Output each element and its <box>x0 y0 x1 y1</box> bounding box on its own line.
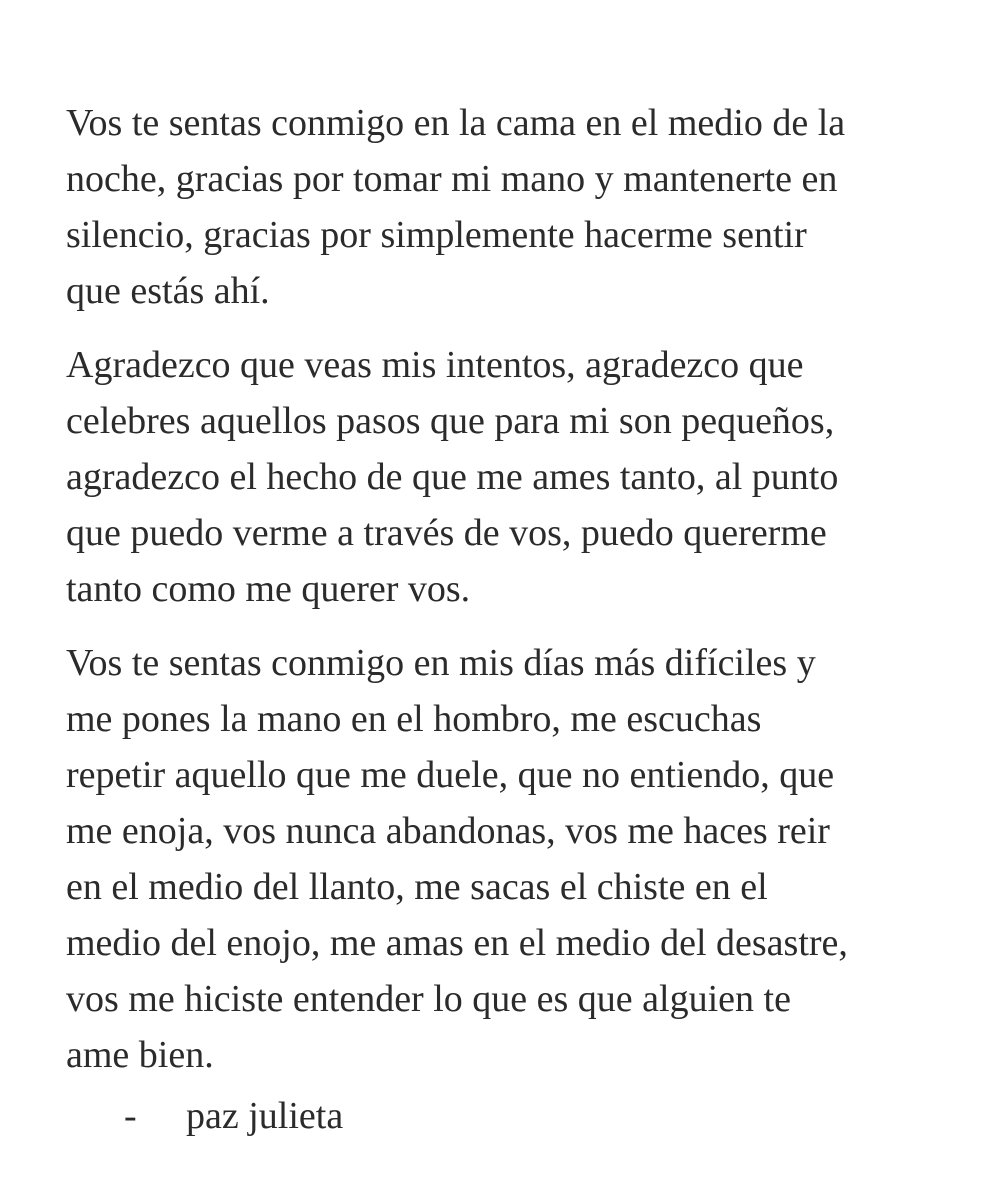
text-line: medio del enojo, me amas en el medio del desastre, <box>66 922 848 964</box>
text-line: noche, gracias por tomar mi mano y mantenerte en <box>66 158 838 200</box>
text-line: agradezco el hecho de que me ames tanto, al punto <box>66 456 839 498</box>
text-line: en el medio del llanto, me sacas el chiste en el <box>66 866 768 908</box>
text-line: Vos te sentas conmigo en la cama en el medio de la <box>66 102 846 144</box>
poem-body <box>66 95 946 1101</box>
signature-dash: - <box>124 1095 137 1137</box>
text-line: me enoja, vos nunca abandonas, vos me haces reir <box>66 810 830 852</box>
text-line: celebres aquellos pasos que para mi son pequeños, <box>66 400 835 442</box>
text-line: vos me hiciste entender lo que es que alguien te <box>66 978 791 1020</box>
text-line: ame bien. <box>66 1034 214 1076</box>
text-line: Agradezco que veas mis intentos, agradezco que <box>66 344 804 386</box>
signature-author: paz julieta <box>186 1095 344 1137</box>
text-line: me pones la mano en el hombro, me escuchas <box>66 698 762 740</box>
text-line: silencio, gracias por simplemente hacerme sentir <box>66 214 807 256</box>
text-line: repetir aquello que me duele, que no entiendo, que <box>66 754 835 796</box>
paragraph-1 <box>66 95 946 319</box>
text-line: Vos te sentas conmigo en mis días más difíciles y <box>66 642 816 684</box>
text-line: que estás ahí. <box>66 270 270 312</box>
text-line: que puedo verme a través de vos, puedo quererme <box>66 512 827 554</box>
signature <box>124 1088 343 1144</box>
text-line: tanto como me querer vos. <box>66 568 471 610</box>
paragraph-2 <box>66 337 946 617</box>
paragraph-3 <box>66 635 946 1083</box>
